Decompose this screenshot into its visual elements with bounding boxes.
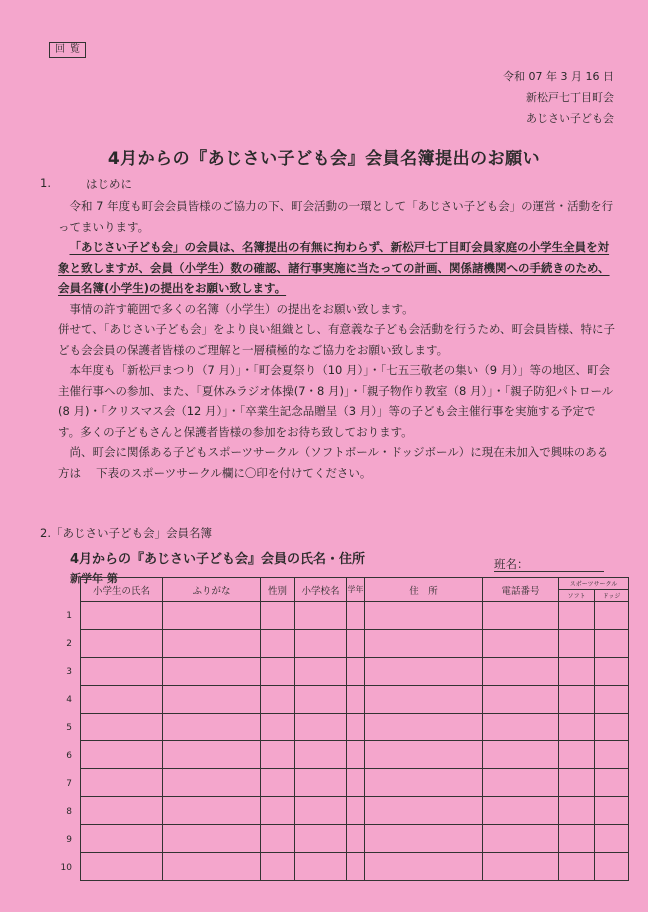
table-row (81, 769, 629, 797)
table-row (81, 657, 629, 685)
paragraph-sports: 尚、町会に関係ある子どもスポーツサークル（ソフトボール・ドッジボール）に現在未加入で興味のある方は 下表のスポーツサークル欄に〇印を付けてください。 (58, 445, 609, 480)
header-grade: 学年 (347, 578, 365, 602)
document-header (503, 66, 614, 129)
roster-subheading: 4月からの『あじさい子ども会』会員の氏名・住所 (70, 552, 366, 567)
row-number: 8 (66, 807, 72, 817)
header-student-name: 小学生の氏名 (81, 578, 163, 602)
row-number: 1 (66, 611, 72, 621)
section1-body (58, 196, 616, 483)
paragraph-intro: 令和 7 年度も町会会員皆様のご協力の下、町会活動の一環として「あじさい子ども会」の運営・活動を行ってまいります。 (58, 199, 614, 234)
document-title: 4月からの『あじさい子ども会』会員名簿提出のお願い (107, 149, 541, 169)
row-number: 7 (66, 779, 72, 789)
table-row (81, 825, 629, 853)
paragraph-membership: 「あじさい子ども会」の会員は、名簿提出の有無に拘わらず、新松戸七丁目町会員家庭の小学生全員を対象と致しますが、会員（小学生）数の確認、諸行事実施に当たっての計画、関係諸機関への手続きのため、会員名簿(小学生)の提出をお願い致します。 (58, 240, 610, 295)
table-row (81, 713, 629, 741)
issue-date: 令和 07 年 3 月 16 日 (503, 70, 614, 83)
table-row (81, 853, 629, 881)
table-row (81, 797, 629, 825)
circulation-stamp: 回覧 (49, 42, 86, 58)
row-number: 4 (66, 695, 72, 705)
section2-heading: 2.「あじさい子ども会」会員名簿 (40, 526, 212, 540)
row-number: 3 (66, 667, 72, 677)
row-number: 9 (66, 835, 72, 845)
header-phone: 電話番号 (483, 578, 559, 602)
section1-heading: はじめに (86, 177, 132, 191)
header-furigana: ふりがな (163, 578, 261, 602)
section1-number: 1. (40, 176, 51, 190)
row-number: 10 (60, 863, 72, 873)
table-row (81, 741, 629, 769)
header-gender: 性別 (261, 578, 295, 602)
row-number: 5 (66, 723, 72, 733)
table-row (81, 629, 629, 657)
grade-label-partial: 新学年 第 (70, 572, 118, 585)
header-softball: ソフト (559, 590, 595, 602)
organization-name: 新松戸七丁目町会 (526, 91, 614, 104)
header-school: 小学校名 (295, 578, 347, 602)
group-name-label: 班名： (494, 557, 529, 571)
row-number-column (58, 602, 72, 882)
row-number: 2 (66, 639, 72, 649)
club-name: あじさい子ども会 (526, 112, 614, 125)
table-row (81, 685, 629, 713)
header-dodgeball: ドッジ (595, 590, 629, 602)
header-sports-circle: スポーツサークル (559, 578, 629, 590)
member-roster-table (80, 577, 629, 881)
paragraph-cooperation: 併せて、「あじさい子ども会」をより良い組織とし、有意義な子ども会活動を行うため、町会員皆様、特に子ども会会員の保護者皆様のご理解と一層積極的なご協力をお願い致します。 (58, 322, 616, 357)
table-row (81, 602, 629, 630)
header-address: 住 所 (365, 578, 483, 602)
row-number: 6 (66, 751, 72, 761)
group-name-line (494, 571, 604, 572)
paragraph-events: 本年度も「新松戸まつり（7 月）」・「町会夏祭り（10 月）」・「七五三敬老の集い（9 月）」等の地区、町会主催行事への参加、また、「夏休みラジオ体操(7・8 月)」・「親子物作り教室（8 月）」・「親子防犯パトロール(8 月)・「クリスマス会（12 月）」・「卒業生記念品贈呈（3 月）」等の子ども会主催行事を実施する予定です。多くの子どもさんと保護者皆様の参加をお待ち致しております。 (58, 363, 614, 439)
paragraph-request: 事情の許す範囲で多くの名簿（小学生）の提出をお願い致します。 (69, 301, 414, 316)
